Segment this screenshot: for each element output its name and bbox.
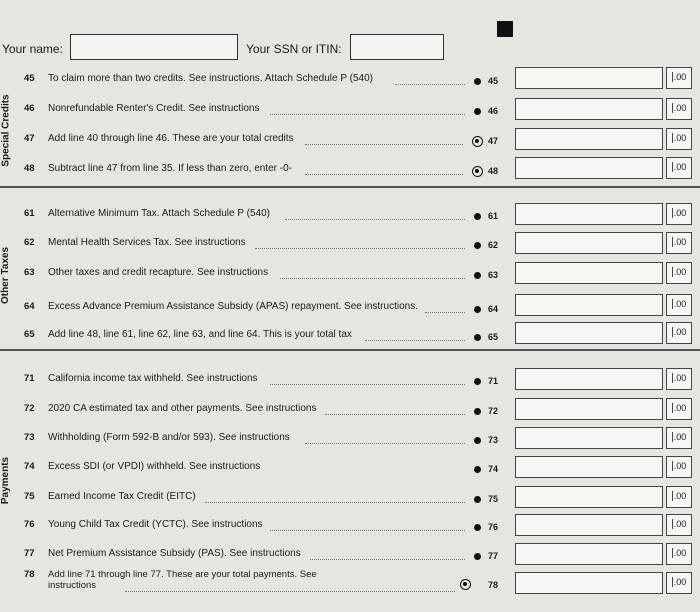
ssn-label: Your SSN or ITIN: bbox=[246, 42, 342, 56]
amount-field-78[interactable] bbox=[515, 572, 663, 594]
amount-field-77[interactable] bbox=[515, 543, 663, 565]
line-65: 65 Add line 48, line 61, line 62, line 63, and line 64. This is your total tax 65 .00 bbox=[0, 326, 700, 350]
amount-field-72[interactable] bbox=[515, 398, 663, 420]
bullet-icon bbox=[474, 242, 481, 249]
amount-field-65[interactable] bbox=[515, 322, 663, 344]
section-divider bbox=[0, 349, 700, 351]
bullet-icon bbox=[474, 213, 481, 220]
amount-field-74[interactable] bbox=[515, 456, 663, 478]
your-name-field[interactable] bbox=[70, 34, 238, 60]
your-name-label: Your name: bbox=[2, 42, 63, 56]
line-78: 78 Add line 71 through line 77. These are your total payments. See instructions 78 .00 bbox=[0, 568, 700, 596]
amount-field-45[interactable] bbox=[515, 67, 663, 89]
form-header bbox=[0, 30, 700, 64]
bullet-icon bbox=[474, 553, 481, 560]
line-76: 76 Young Child Tax Credit (YCTC). See instructions 76 .00 bbox=[0, 516, 700, 540]
amount-field-48[interactable] bbox=[515, 157, 663, 179]
bullet-icon bbox=[474, 496, 481, 503]
registration-mark bbox=[497, 21, 513, 37]
ring-icon bbox=[472, 136, 483, 147]
cents-field-72[interactable]: .00 bbox=[666, 398, 692, 420]
bullet-icon bbox=[474, 437, 481, 444]
bullet-icon bbox=[474, 334, 481, 341]
amount-field-47[interactable] bbox=[515, 128, 663, 150]
bullet-icon bbox=[474, 408, 481, 415]
line-75: 75 Earned Income Tax Credit (EITC) 75 .00 bbox=[0, 488, 700, 512]
line-73: 73 Withholding (Form 592-B and/or 593). See instructions 73 .00 bbox=[0, 429, 700, 453]
cents-field-64[interactable]: .00 bbox=[666, 294, 692, 316]
bullet-icon bbox=[474, 466, 481, 473]
bullet-icon bbox=[474, 272, 481, 279]
line-62: 62 Mental Health Services Tax. See instructions 62 .00 bbox=[0, 234, 700, 258]
line-47: 47 Add line 40 through line 46. These are your total credits 47 .00 bbox=[0, 130, 700, 154]
cents-field-78[interactable]: .00 bbox=[666, 572, 692, 594]
line-61: 61 Alternative Minimum Tax. Attach Schedule P (540) 61 .00 bbox=[0, 205, 700, 229]
bullet-icon bbox=[474, 524, 481, 531]
cents-field-75[interactable]: .00 bbox=[666, 486, 692, 508]
ssn-field[interactable] bbox=[350, 34, 444, 60]
cents-field-48[interactable]: .00 bbox=[666, 157, 692, 179]
amount-field-75[interactable] bbox=[515, 486, 663, 508]
section-label-special-credits: Special Credits bbox=[0, 93, 12, 167]
ring-icon bbox=[460, 579, 471, 590]
amount-field-46[interactable] bbox=[515, 98, 663, 120]
line-48: 48 Subtract line 47 from line 35. If less than zero, enter -0- 48 .00 bbox=[0, 160, 700, 184]
cents-field-45[interactable]: .00 bbox=[666, 67, 692, 89]
line-46: 46 Nonrefundable Renter's Credit. See instructions 46 .00 bbox=[0, 100, 700, 124]
bullet-icon bbox=[474, 306, 481, 313]
cents-field-47[interactable]: .00 bbox=[666, 128, 692, 150]
bullet-icon bbox=[474, 378, 481, 385]
amount-field-64[interactable] bbox=[515, 294, 663, 316]
line-77: 77 Net Premium Assistance Subsidy (PAS). See instructions 77 .00 bbox=[0, 545, 700, 569]
cents-field-74[interactable]: .00 bbox=[666, 456, 692, 478]
bullet-icon bbox=[474, 78, 481, 85]
amount-field-63[interactable] bbox=[515, 262, 663, 284]
line-71: 71 California income tax withheld. See instructions 71 .00 bbox=[0, 370, 700, 394]
line-45: 45 To claim more than two credits. See instructions. Attach Schedule P (540) 45 .00 bbox=[0, 70, 700, 94]
ring-icon bbox=[472, 166, 483, 177]
line-64: 64 Excess Advance Premium Assistance Subsidy (APAS) repayment. See instructions. 64 .00 bbox=[0, 298, 700, 322]
amount-field-61[interactable] bbox=[515, 203, 663, 225]
cents-field-62[interactable]: .00 bbox=[666, 232, 692, 254]
amount-field-62[interactable] bbox=[515, 232, 663, 254]
section-label-payments: Payments bbox=[0, 456, 12, 504]
cents-field-65[interactable]: .00 bbox=[666, 322, 692, 344]
amount-field-71[interactable] bbox=[515, 368, 663, 390]
cents-field-77[interactable]: .00 bbox=[666, 543, 692, 565]
cents-field-61[interactable]: .00 bbox=[666, 203, 692, 225]
bullet-icon bbox=[474, 108, 481, 115]
line-63: 63 Other taxes and credit recapture. See instructions 63 .00 bbox=[0, 264, 700, 288]
amount-field-73[interactable] bbox=[515, 427, 663, 449]
cents-field-46[interactable]: .00 bbox=[666, 98, 692, 120]
cents-field-73[interactable]: .00 bbox=[666, 427, 692, 449]
amount-field-76[interactable] bbox=[515, 514, 663, 536]
cents-field-76[interactable]: .00 bbox=[666, 514, 692, 536]
line-72: 72 2020 CA estimated tax and other payments. See instructions 72 .00 bbox=[0, 400, 700, 424]
section-divider bbox=[0, 186, 700, 188]
cents-field-63[interactable]: .00 bbox=[666, 262, 692, 284]
line-74: 74 Excess SDI (or VPDI) withheld. See instructions 74 .00 bbox=[0, 458, 700, 482]
section-label-other-taxes: Other Taxes bbox=[0, 246, 12, 304]
cents-field-71[interactable]: .00 bbox=[666, 368, 692, 390]
